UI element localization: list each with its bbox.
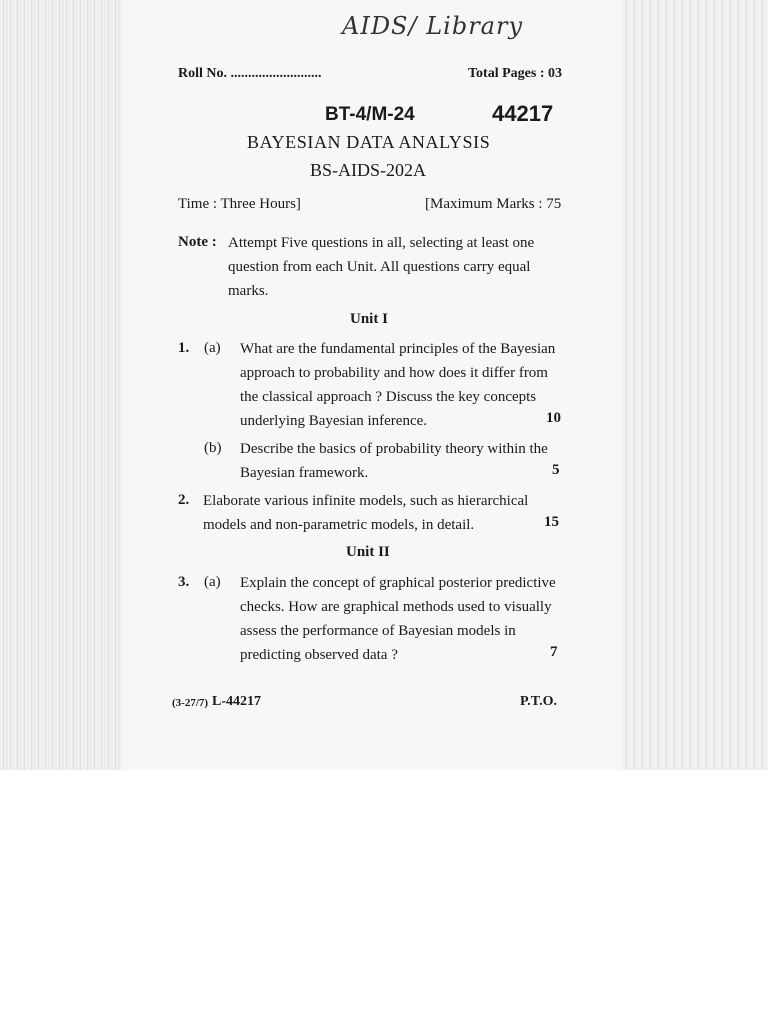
unit-heading: Unit I [350, 311, 388, 327]
pto-label: P.T.O. [520, 694, 557, 709]
handwritten-note: AIDS/ Library [342, 12, 523, 40]
question-part: (a) [204, 574, 221, 590]
question-text-line: checks. How are graphical methods used to visually [240, 599, 552, 615]
roll-number: Roll No. .......................... [178, 66, 322, 81]
question-text-line: approach to probability and how does it differ from [240, 365, 548, 381]
question-text-line: Explain the concept of graphical posterior predictive [240, 575, 556, 591]
question-text-line: the classical approach ? Discuss the key concepts [240, 389, 537, 405]
note-label: Note : [178, 234, 217, 250]
note-line: question from each Unit. All questions carry equal [228, 259, 531, 275]
footer-code: L-44217 [212, 694, 261, 709]
question-number: 2. [178, 492, 190, 508]
note-line: Attempt Five questions in all, selecting at least one [228, 235, 535, 251]
question-text-line: What are the fundamental principles of the Bayesian [240, 341, 556, 357]
total-pages: Total Pages : 03 [468, 66, 562, 81]
question-text-line: predicting observed data ? [240, 647, 398, 663]
question-marks: 7 [550, 644, 558, 660]
question-marks: 15 [544, 514, 559, 530]
unit-heading: Unit II [346, 544, 390, 560]
course-code: BS-AIDS-202A [310, 160, 427, 180]
subject-title: BAYESIAN DATA ANALYSIS [247, 132, 491, 152]
question-text-line: models and non-parametric models, in detail. [203, 517, 475, 533]
question-text-line: assess the performance of Bayesian models in [240, 623, 516, 639]
question-number: 3. [178, 574, 190, 590]
question-text-line: underlying Bayesian inference. [240, 413, 428, 429]
question-marks: 5 [552, 462, 560, 478]
note-line: marks. [228, 283, 269, 299]
question-text-line: Describe the basics of probability theory within the [240, 441, 548, 457]
question-text-line: Elaborate various infinite models, such as hierarchical [203, 493, 529, 509]
question-text-line: Bayesian framework. [240, 465, 369, 481]
left-page-edges [0, 0, 122, 770]
exam-code: BT-4/M-24 [325, 104, 415, 125]
maximum-marks: [Maximum Marks : 75 [425, 196, 562, 212]
right-page-edges [622, 0, 768, 770]
question-marks: 10 [546, 410, 561, 426]
time-allowed: Time : Three Hours] [178, 196, 301, 212]
question-part: (b) [204, 440, 222, 456]
question-number: 1. [178, 340, 190, 356]
question-part: (a) [204, 340, 221, 356]
footer-code-small: (3-27/7) [172, 697, 209, 709]
paper-number: 44217 [492, 101, 554, 126]
